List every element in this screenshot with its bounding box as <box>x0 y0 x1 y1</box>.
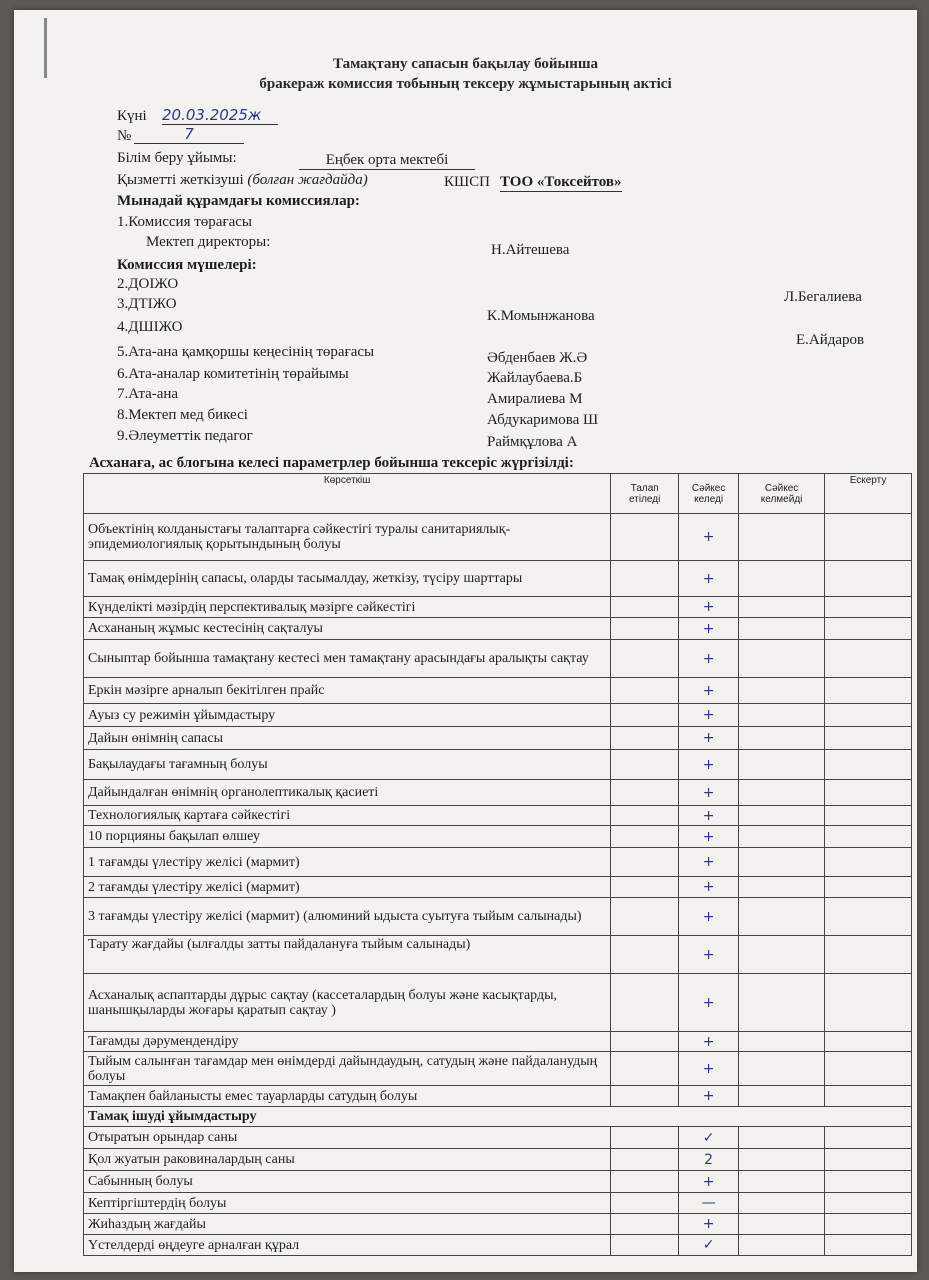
note-cell <box>825 1052 912 1086</box>
noncompliant-cell <box>739 780 825 806</box>
table-row <box>84 1052 912 1086</box>
noncompliant-cell <box>739 750 825 780</box>
table-row <box>84 704 912 727</box>
table-row <box>84 561 912 597</box>
table-row <box>84 1193 912 1214</box>
commission-heading: Мынадай құрамдағы комиссиялар: <box>117 193 360 209</box>
required-cell <box>611 848 679 877</box>
member-role: 7.Ата-ана <box>117 386 179 402</box>
indicator-cell: Қол жуатын раковиналардың саны <box>84 1149 611 1171</box>
member-name: Л.Бегалиева <box>784 289 862 305</box>
member-role: 8.Мектеп мед бикесі <box>117 407 248 423</box>
date-label: Күні <box>117 108 147 124</box>
compliant-cell: + <box>679 1171 739 1193</box>
indicator-cell: Тамақпен байланысты емес тауарларды сатудың болуы <box>84 1086 611 1107</box>
compliant-cell: + <box>679 750 739 780</box>
note-cell <box>825 1032 912 1052</box>
required-cell <box>611 640 679 678</box>
table-row <box>84 1214 912 1235</box>
header-required: Талап етіледі <box>611 474 679 514</box>
required-cell <box>611 1235 679 1256</box>
indicator-cell: Тыйым салынған тағамдар мен өнімдерді дайындаудың, сатудың және пайдаланудың болуы <box>84 1052 611 1086</box>
noncompliant-cell <box>739 877 825 898</box>
noncompliant-cell <box>739 974 825 1032</box>
noncompliant-cell <box>739 1052 825 1086</box>
title-line-2: бракераж комиссия тобының тексеру жұмыстарының актісі <box>259 76 672 92</box>
table-row <box>84 806 912 826</box>
indicator-cell: Күнделікті мәзірдің перспективалық мәзірге сәйкестігі <box>84 597 611 618</box>
noncompliant-cell <box>739 1193 825 1214</box>
table-row <box>84 898 912 936</box>
table-row <box>84 1149 912 1171</box>
member-role: 6.Ата-аналар комитетінің төрайымы <box>117 366 349 382</box>
number-value: 7 <box>134 125 244 144</box>
noncompliant-cell <box>739 1086 825 1107</box>
noncompliant-cell <box>739 1149 825 1171</box>
indicator-cell: 3 тағамды үлестіру желісі (мармит) (алюминий ыдыста суытуға тыйым салынады) <box>84 898 611 936</box>
table-row <box>84 848 912 877</box>
note-cell <box>825 974 912 1032</box>
indicator-cell: 1 тағамды үлестіру желісі (мармит) <box>84 848 611 877</box>
note-cell <box>825 1171 912 1193</box>
noncompliant-cell <box>739 1235 825 1256</box>
compliant-cell: + <box>679 898 739 936</box>
compliant-cell: + <box>679 974 739 1032</box>
note-cell <box>825 750 912 780</box>
table-row <box>84 826 912 848</box>
member-role: 2.ДОІЖО <box>117 276 179 292</box>
required-cell <box>611 780 679 806</box>
required-cell <box>611 727 679 750</box>
compliant-cell: + <box>679 678 739 704</box>
compliant-cell: ✓ <box>679 1235 739 1256</box>
noncompliant-cell <box>739 806 825 826</box>
table-row <box>84 618 912 640</box>
indicator-cell: Кептіргіштердің болуы <box>84 1193 611 1214</box>
member-name: Амиралиева М <box>487 391 583 407</box>
required-cell <box>611 974 679 1032</box>
note-cell <box>825 898 912 936</box>
member-name: Абдукаримова Ш <box>487 412 599 428</box>
compliant-cell: + <box>679 1032 739 1052</box>
required-cell <box>611 898 679 936</box>
noncompliant-cell <box>739 1214 825 1235</box>
compliant-cell: + <box>679 704 739 727</box>
indicator-cell: 10 порцияны бақылап өлшеу <box>84 826 611 848</box>
required-cell <box>611 1193 679 1214</box>
compliant-cell: + <box>679 936 739 974</box>
note-cell <box>825 826 912 848</box>
indicator-cell: Үстелдерді өңдеуге арналған құрал <box>84 1235 611 1256</box>
title-line-1: Тамақтану сапасын бақылау бойынша <box>332 56 599 72</box>
compliant-cell: ✓ <box>679 1127 739 1149</box>
note-cell <box>825 848 912 877</box>
required-cell <box>611 826 679 848</box>
noncompliant-cell <box>739 826 825 848</box>
supplier-label <box>117 172 368 189</box>
noncompliant-cell <box>739 848 825 877</box>
date-value: 20.03.2025ж <box>162 106 278 125</box>
required-cell <box>611 806 679 826</box>
compliant-cell: + <box>679 1086 739 1107</box>
indicator-cell: Сабынның болуы <box>84 1171 611 1193</box>
required-cell <box>611 618 679 640</box>
noncompliant-cell <box>739 1032 825 1052</box>
table-row <box>84 780 912 806</box>
required-cell <box>611 877 679 898</box>
note-cell <box>825 877 912 898</box>
required-cell <box>611 1052 679 1086</box>
compliant-cell: + <box>679 1052 739 1086</box>
required-cell <box>611 1171 679 1193</box>
note-cell <box>825 936 912 974</box>
section-row <box>84 1107 912 1127</box>
indicator-cell: Тағамды дәрумендендіру <box>84 1032 611 1052</box>
required-cell <box>611 750 679 780</box>
noncompliant-cell <box>739 704 825 727</box>
table-row <box>84 1171 912 1193</box>
noncompliant-cell <box>739 618 825 640</box>
note-cell <box>825 1193 912 1214</box>
supplier-value: ТОО «Токсейтов» <box>500 174 622 190</box>
table-row <box>84 1086 912 1107</box>
chair-role: Мектеп директоры: <box>146 234 271 250</box>
compliant-cell: + <box>679 826 739 848</box>
noncompliant-cell <box>739 640 825 678</box>
indicator-cell: Бақылаудағы тағамның болуы <box>84 750 611 780</box>
member-name: Әбденбаев Ж.Ә <box>487 350 588 366</box>
indicator-cell: Тамақ өнімдерінің сапасы, оларды тасымалдау, жеткізу, түсіру шарттары <box>84 561 611 597</box>
compliant-cell: + <box>679 1214 739 1235</box>
indicator-cell: Жиһаздың жағдайы <box>84 1214 611 1235</box>
document-page <box>14 10 917 1272</box>
note-cell <box>825 780 912 806</box>
member-role: 3.ДТІЖО <box>117 296 177 312</box>
note-cell <box>825 1235 912 1256</box>
compliant-cell: 2 <box>679 1149 739 1171</box>
required-cell <box>611 514 679 561</box>
compliant-cell: — <box>679 1193 739 1214</box>
required-cell <box>611 597 679 618</box>
inspection-table <box>83 473 912 1256</box>
member-role: 5.Ата-ана қамқоршы кеңесінің төрағасы <box>117 344 375 360</box>
note-cell <box>825 1149 912 1171</box>
noncompliant-cell <box>739 561 825 597</box>
member-name: Жайлаубаева.Б <box>487 370 583 386</box>
org-value: Еңбек орта мектебі <box>299 152 475 170</box>
compliant-cell: + <box>679 806 739 826</box>
indicator-cell: Асханалық аспаптарды дұрыс сақтау (кассеталардың болуы және касықтарды, шанышқыларды жоғары қаратып сақтау ) <box>84 974 611 1032</box>
header-note: Ескерту <box>825 474 912 514</box>
indicator-cell: Ауыз су режимін ұйымдастыру <box>84 704 611 727</box>
indicator-cell: Дайындалған өнімнің органолептикалық қасиеті <box>84 780 611 806</box>
indicator-cell: Отыратын орындар саны <box>84 1127 611 1149</box>
table-row <box>84 974 912 1032</box>
indicator-cell: Дайын өнімнің сапасы <box>84 727 611 750</box>
noncompliant-cell <box>739 1171 825 1193</box>
table-header-row <box>84 474 912 514</box>
required-cell <box>611 678 679 704</box>
table-row <box>84 597 912 618</box>
note-cell <box>825 704 912 727</box>
supplier-prefix: КШСП <box>444 174 490 190</box>
note-cell <box>825 618 912 640</box>
compliant-cell: + <box>679 640 739 678</box>
compliant-cell: + <box>679 561 739 597</box>
header-indicator: Көрсеткіш <box>84 474 611 514</box>
header-compliant: Сәйкес келеді <box>679 474 739 514</box>
note-cell <box>825 514 912 561</box>
note-cell <box>825 1214 912 1235</box>
noncompliant-cell <box>739 514 825 561</box>
member-name: Е.Айдаров <box>796 332 865 348</box>
number-label: № <box>117 128 132 144</box>
noncompliant-cell <box>739 678 825 704</box>
section-title: Тамақ ішуді ұйымдастыру <box>84 1107 912 1127</box>
table-row <box>84 936 912 974</box>
required-cell <box>611 1214 679 1235</box>
indicator-cell: Технологиялық картаға сәйкестігі <box>84 806 611 826</box>
compliant-cell: + <box>679 597 739 618</box>
member-name: К.Момынжанова <box>487 308 595 324</box>
table-row <box>84 750 912 780</box>
noncompliant-cell <box>739 727 825 750</box>
indicator-cell: Еркін мәзірге арналып бекітілген прайс <box>84 678 611 704</box>
table-row <box>84 877 912 898</box>
noncompliant-cell <box>739 936 825 974</box>
required-cell <box>611 561 679 597</box>
indicator-cell: 2 тағамды үлестіру желісі (мармит) <box>84 877 611 898</box>
noncompliant-cell <box>739 898 825 936</box>
note-cell <box>825 1127 912 1149</box>
header-noncompliant: Сәйкес келмейді <box>739 474 825 514</box>
chair-label: 1.Комиссия төрағасы <box>117 214 252 230</box>
table-row <box>84 514 912 561</box>
required-cell <box>611 704 679 727</box>
member-role: 4.ДШІЖО <box>117 319 183 335</box>
note-cell <box>825 640 912 678</box>
required-cell <box>611 1149 679 1171</box>
compliant-cell: + <box>679 848 739 877</box>
compliant-cell: + <box>679 780 739 806</box>
table-row <box>84 640 912 678</box>
note-cell <box>825 597 912 618</box>
compliant-cell: + <box>679 877 739 898</box>
note-cell <box>825 727 912 750</box>
members-heading: Комиссия мүшелері: <box>117 257 257 273</box>
table-row <box>84 727 912 750</box>
required-cell <box>611 1086 679 1107</box>
note-cell <box>825 678 912 704</box>
supplier-label-text: Қызметті жеткізуші <box>117 172 244 188</box>
required-cell <box>611 1032 679 1052</box>
indicator-cell: Сыныптар бойынша тамақтану кестесі мен тамақтану арасындағы аралықты сақтау <box>84 640 611 678</box>
required-cell <box>611 1127 679 1149</box>
member-name: Раймқұлова А <box>487 434 578 450</box>
table-row <box>84 678 912 704</box>
chair-name: Н.Айтешева <box>491 242 570 258</box>
noncompliant-cell <box>739 1127 825 1149</box>
indicator-cell: Асхананың жұмыс кестесінің сақталуы <box>84 618 611 640</box>
supplier-note: (болған жағдайда) <box>247 172 368 188</box>
table-row <box>84 1127 912 1149</box>
note-cell <box>825 561 912 597</box>
compliant-cell: + <box>679 727 739 750</box>
compliant-cell: + <box>679 618 739 640</box>
noncompliant-cell <box>739 597 825 618</box>
table-row <box>84 1032 912 1052</box>
table-intro: Асханаға, ас блогына келесі параметрлер бойынша тексеріс жүргізілді: <box>89 455 574 471</box>
note-cell <box>825 806 912 826</box>
table-row <box>84 1235 912 1256</box>
indicator-cell: Объектінің колданыстағы талаптарға сәйкестігі туралы санитариялық-эпидемиологиялық қорытындының болуы <box>84 514 611 561</box>
indicator-cell: Тарату жағдайы (ылғалды затты пайдалануға тыйым салынады) <box>84 936 611 974</box>
required-cell <box>611 936 679 974</box>
note-cell <box>825 1086 912 1107</box>
org-label: Білім беру ұйымы: <box>117 150 237 166</box>
member-role: 9.Әлеуметтік педагог <box>117 428 253 444</box>
compliant-cell: + <box>679 514 739 561</box>
